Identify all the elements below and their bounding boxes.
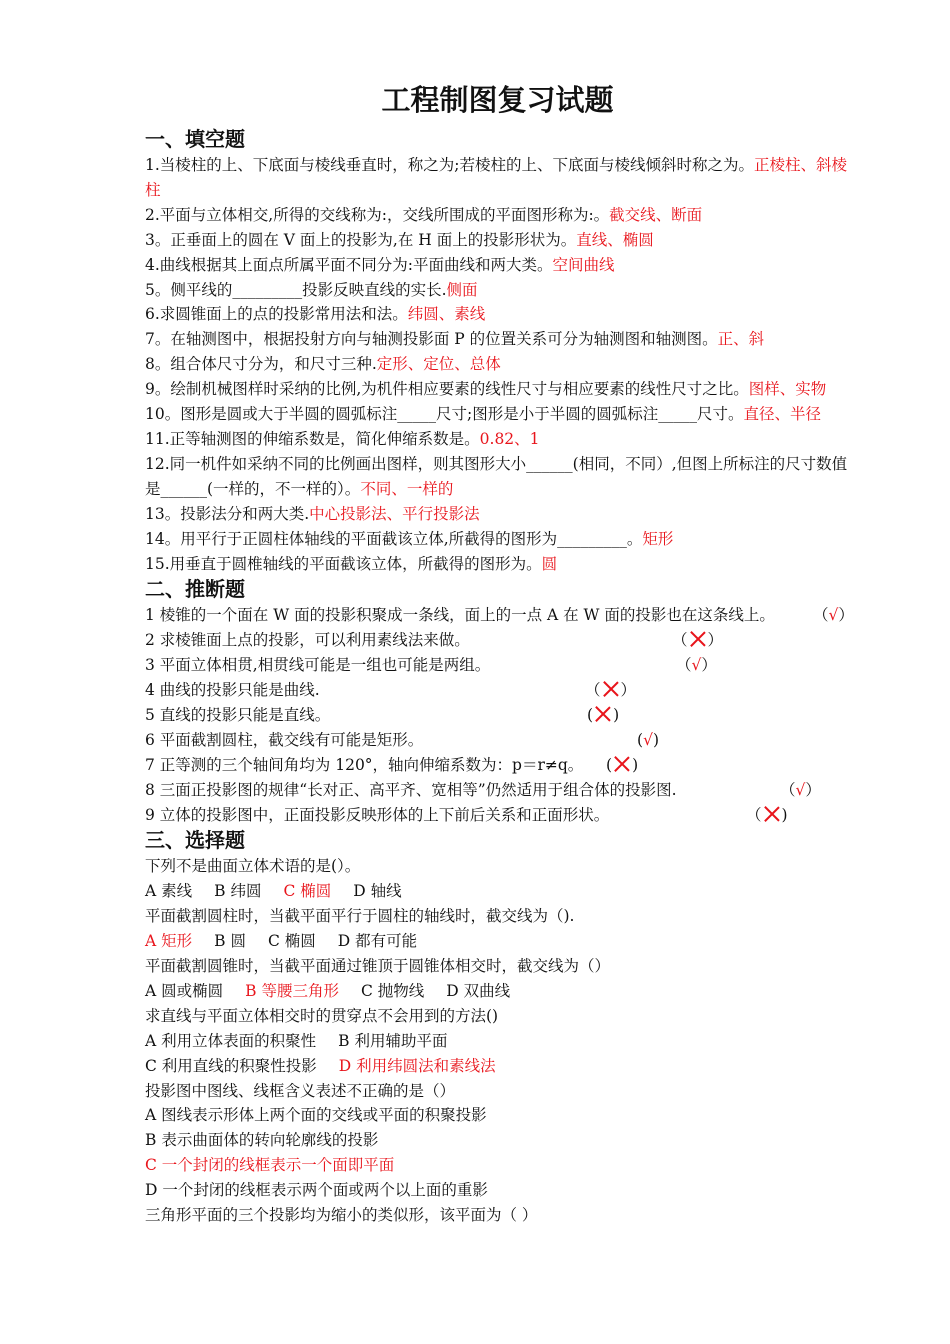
choice-option: B 等腰三角形 xyxy=(245,981,339,1000)
bracket-open: （ xyxy=(585,681,601,700)
question-text: 6 平面截割圆柱，截交线有可能是矩形。 xyxy=(145,730,424,749)
bracket-close: ) xyxy=(652,730,660,749)
judge-question xyxy=(145,803,850,828)
cross-mark-icon xyxy=(601,681,621,697)
answer-text: 定形、定位、总体 xyxy=(376,355,501,374)
choice-option: C 一个封闭的线框表示一个面即平面 xyxy=(145,1156,395,1175)
choice-option: A 利用立体表面的积聚性 xyxy=(145,1031,317,1050)
check-mark: √ xyxy=(691,656,702,675)
answer-text: 0.82、1 xyxy=(479,429,540,448)
choice-option: B 圆 xyxy=(214,932,246,951)
question-text: 9 立体的投影图中，正面投影反映形体的上下前后关系和正面形状。 xyxy=(145,805,610,824)
bracket-open: ( xyxy=(587,705,594,724)
section-heading-fill: 一、填空题 xyxy=(145,127,245,151)
check-mark: √ xyxy=(828,606,839,625)
answer-mark xyxy=(672,628,723,653)
bracket-close: ) xyxy=(781,805,788,824)
question-text: 7 正等测的三个轴间角均为 120°，轴向伸缩系数为：p＝r≠q。 xyxy=(145,755,584,774)
question-text: 1 棱锥的一个面在 W 面的投影积聚成一条线，面上的一点 A 在 W 面的投影也在这条线上。 xyxy=(145,606,775,625)
question-text: 5。侧平线的_________投影反映直线的实长. xyxy=(145,280,447,299)
bracket-close: ） xyxy=(838,606,854,625)
bracket-close: ） xyxy=(620,681,637,700)
bracket-close: ) xyxy=(632,755,639,774)
answer-text: 中心投影法、平行投影法 xyxy=(309,504,480,523)
answer-mark xyxy=(606,753,638,778)
question-text: 8。组合体尺寸分为，和尺寸三种. xyxy=(145,355,377,374)
choice-options-row xyxy=(145,1128,850,1153)
question-text: 2 求棱锥面上点的投影，可以利用素线法来做。 xyxy=(145,631,470,650)
bracket-close: ） xyxy=(805,780,821,799)
question-text: 13。投影法分和两大类. xyxy=(145,504,310,523)
cross-mark-icon xyxy=(762,806,782,822)
section-heading-judge: 二、推断题 xyxy=(145,577,245,602)
fill-question xyxy=(145,427,850,452)
bracket-open: （ xyxy=(780,780,796,799)
choice-option: A 图线表示形体上两个面的交线或平面的积聚投影 xyxy=(145,1106,487,1125)
question-text: 4.曲线根据其上面点所属平面不同分为:平面曲线和两大类。 xyxy=(145,255,553,274)
choice-option: D 都有可能 xyxy=(337,932,418,951)
fill-question xyxy=(145,377,850,402)
choice-question: 求直线与平面立体相交时的贯穿点不会用到的方法() xyxy=(145,1006,499,1025)
bracket-open: （ xyxy=(813,606,829,625)
fill-question xyxy=(145,327,850,352)
choice-options-row xyxy=(145,979,850,1004)
answer-mark xyxy=(813,603,854,628)
question-text: 10。图形是圆或大于半圆的圆弧标注_____尺寸;图形是小于半圆的圆弧标注_____尺寸。 xyxy=(145,405,744,424)
fill-question xyxy=(145,302,850,327)
fill-question xyxy=(145,502,850,527)
answer-mark xyxy=(676,653,717,678)
choice-option: D 利用纬圆法和素线法 xyxy=(338,1056,496,1075)
question-text: 3 平面立体相贯,相贯线可能是一组也可能是两组。 xyxy=(145,656,491,675)
bracket-open: （ xyxy=(676,656,692,675)
fill-question-list xyxy=(145,153,850,576)
choice-option: D 轴线 xyxy=(353,882,402,901)
answer-text: 截交线、断面 xyxy=(609,205,703,224)
document-title: 工程制图复习试题 xyxy=(381,83,614,117)
cross-mark-icon xyxy=(593,706,613,722)
choice-question: 平面截割圆柱时，当截平面平行于圆柱的轴线时，截交线为（). xyxy=(145,907,575,926)
fill-question xyxy=(145,203,850,228)
judge-question xyxy=(145,753,850,778)
fill-question xyxy=(145,402,850,427)
question-text: 3。正垂面上的圆在 V 面上的投影为,在 H 面上的投影形状为。 xyxy=(145,230,577,249)
fill-question xyxy=(145,228,850,253)
bracket-close: ) xyxy=(613,705,620,724)
fill-question xyxy=(145,278,850,303)
question-text: 12.同一机件如采纳不同的比例画出图样，则其图形大小______(相同，不同）,但图上所标注的尺寸数值是______(一样的，不一样的）。 xyxy=(145,454,848,498)
choice-option: B 利用辅助平面 xyxy=(338,1031,448,1050)
question-text: 6.求圆锥面上的点的投影常用法和法。 xyxy=(145,305,408,324)
cross-mark-icon xyxy=(688,631,708,647)
answer-mark xyxy=(746,803,788,828)
judge-question xyxy=(145,703,850,728)
question-text: 7。在轴测图中，根据投射方向与轴测投影面 P 的位置关系可分为轴测图和轴测图。 xyxy=(145,330,718,349)
question-text: 1.当棱柱的上、下底面与棱线垂直时，称之为;若棱柱的上、下底面与棱线倾斜时称之为。 xyxy=(145,156,755,174)
choice-option: D 一个封闭的线框表示两个面或两个以上面的重影 xyxy=(145,1181,488,1200)
judge-question xyxy=(145,653,850,678)
question-text: 11.正等轴测图的伸缩系数是，简化伸缩系数是。 xyxy=(145,429,480,448)
bracket-open: （ xyxy=(746,805,762,824)
document-page xyxy=(145,78,854,1228)
choice-option: C 椭圆 xyxy=(267,932,316,951)
choice-options-row xyxy=(145,1054,850,1079)
answer-mark xyxy=(780,778,821,803)
choice-option: C 利用直线的积聚性投影 xyxy=(145,1056,317,1075)
question-text: 4 曲线的投影只能是曲线. xyxy=(145,681,320,700)
choice-option: A 矩形 xyxy=(145,932,193,951)
judge-question xyxy=(145,778,850,803)
choice-options-row xyxy=(145,1178,850,1203)
judge-question xyxy=(145,728,850,753)
choice-question: 投影图中图线、线框含义表述不正确的是（） xyxy=(145,1081,456,1100)
choice-option: D 双曲线 xyxy=(446,981,511,1000)
check-mark: √ xyxy=(795,780,806,799)
question-text: 14。用平行于正圆柱体轴线的平面截该立体,所截得的图形为_________。 xyxy=(145,529,643,548)
answer-text: 圆 xyxy=(541,554,558,573)
choice-options-row xyxy=(145,879,850,904)
fill-question xyxy=(145,452,850,502)
answer-text: 直径、半径 xyxy=(743,405,821,424)
choice-question: 平面截割圆锥时，当截平面通过锥顶于圆锥体相交时，截交线为（） xyxy=(145,957,611,976)
choice-question: 三角形平面的三个投影均为缩小的类似形，该平面为（ ） xyxy=(145,1206,538,1225)
answer-text: 正棱柱、斜棱柱 xyxy=(145,156,848,199)
answer-text: 矩形 xyxy=(642,529,674,548)
answer-text: 正、斜 xyxy=(717,330,765,349)
answer-text: 不同、一样的 xyxy=(360,479,454,498)
answer-mark xyxy=(637,728,659,753)
answer-text: 直线、椭圆 xyxy=(576,230,654,249)
fill-question xyxy=(145,253,850,278)
choice-option: B 纬圆 xyxy=(214,882,262,901)
choice-option: C 椭圆 xyxy=(283,882,332,901)
answer-mark xyxy=(587,703,619,728)
fill-question xyxy=(145,527,850,552)
question-text: 9。绘制机械图样时采纳的比例,为机件相应要素的线性尺寸与相应要素的线性尺寸之比。 xyxy=(145,380,749,399)
choice-option: C 抛物线 xyxy=(360,981,425,1000)
choice-question: 下列不是曲面立体术语的是(）。 xyxy=(145,857,361,876)
bracket-open: （ xyxy=(672,631,688,650)
judge-question xyxy=(145,628,850,653)
question-text: 5 直线的投影只能是直线。 xyxy=(145,705,331,724)
answer-mark xyxy=(585,678,636,703)
judge-question xyxy=(145,678,850,703)
question-text: 2.平面与立体相交,所得的交线称为:，交线所围成的平面图形称为:。 xyxy=(145,205,610,224)
choice-question-list xyxy=(145,854,850,1228)
choice-option: A 圆或椭圆 xyxy=(145,981,224,1000)
cross-mark-icon xyxy=(612,756,632,772)
fill-question xyxy=(145,352,850,377)
choice-options-row xyxy=(145,1103,850,1128)
judge-question xyxy=(145,603,854,628)
answer-text: 图样、实物 xyxy=(748,380,827,399)
fill-question xyxy=(145,153,850,203)
fill-question xyxy=(145,552,850,577)
section-heading-choice: 三、选择题 xyxy=(145,828,245,853)
choice-option: B 表示曲面体的转向轮廓线的投影 xyxy=(145,1131,379,1150)
bracket-close: ） xyxy=(707,631,724,650)
question-text: 15.用垂直于圆椎轴线的平面截该立体，所截得的图形为。 xyxy=(145,554,542,573)
choice-option: A 素线 xyxy=(145,882,193,901)
question-text: 8 三面正投影图的规律“长对正、高平齐、宽相等”仍然适用于组合体的投影图. xyxy=(145,780,677,799)
bracket-close: ） xyxy=(701,656,717,675)
choice-options-row xyxy=(145,929,850,954)
judge-question-list xyxy=(145,603,854,827)
answer-text: 纬圆、素线 xyxy=(407,305,486,324)
choice-options-row xyxy=(145,1153,850,1178)
answer-text: 空间曲线 xyxy=(552,255,615,274)
bracket-open: ( xyxy=(606,755,613,774)
answer-text: 侧面 xyxy=(446,280,478,299)
bracket-open: ( xyxy=(637,730,644,749)
choice-options-row xyxy=(145,1029,850,1054)
check-mark: √ xyxy=(643,730,653,749)
